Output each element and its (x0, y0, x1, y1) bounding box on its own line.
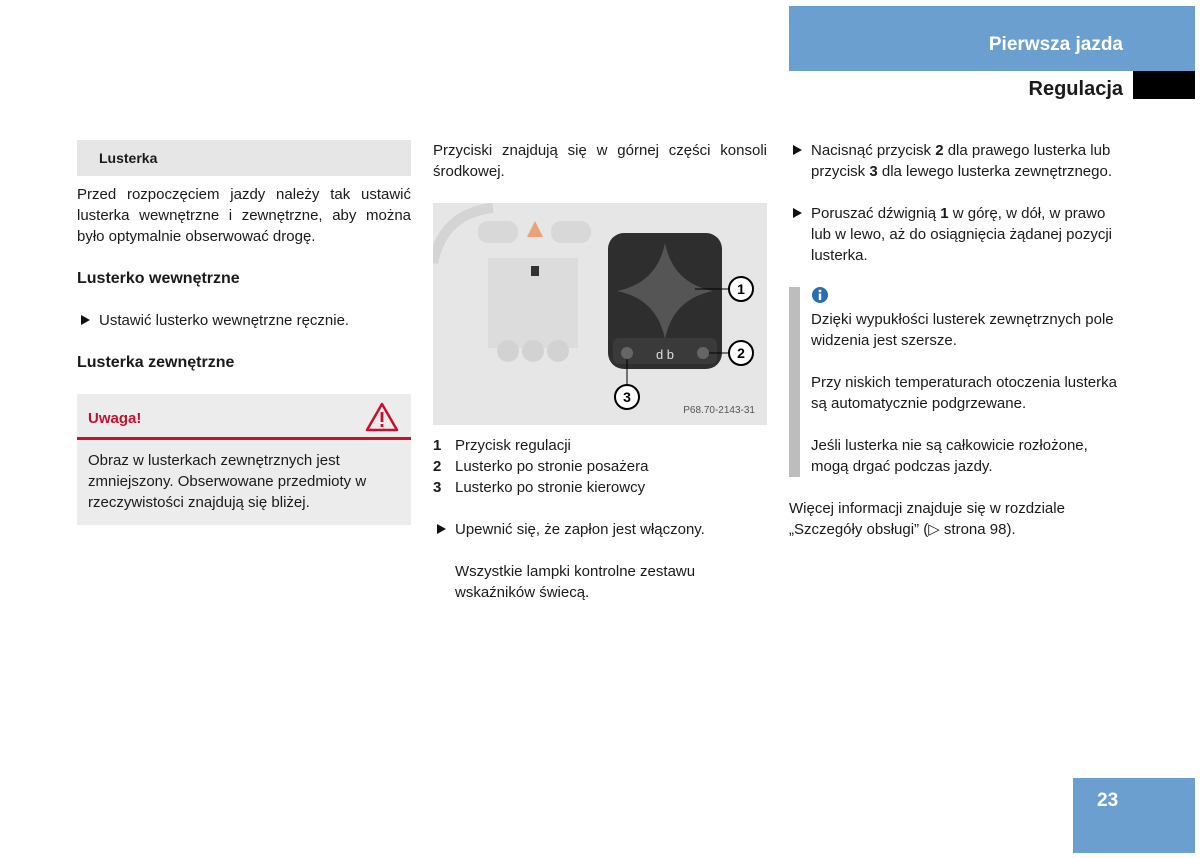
dashboard-illustration (433, 203, 767, 425)
warning-title: Uwaga! (88, 410, 142, 427)
column-left (77, 140, 411, 525)
legend (433, 435, 767, 498)
heading-outer-mirror: Lusterka zewnętrzne (77, 354, 235, 371)
subsection-title: Regulacja (1028, 78, 1123, 100)
svg-text:1: 1 (737, 281, 745, 297)
legend-item: 3 Lusterko po stronie kierowcy (433, 479, 646, 496)
info-text: Dzięki wypukłości lusterek zewnętrznych pole widzenia jest szersze. (811, 311, 1114, 349)
column-right (789, 140, 1123, 561)
warning-triangle-icon (365, 402, 399, 432)
intro-text: Przyciski znajdują się w górnej części konsoli środkowej. (433, 142, 767, 180)
info-text: Jeśli lusterka nie są całkowicie rozłożone, mogą drgać podczas jazdy. (811, 437, 1088, 475)
step-inner: Ustawić lusterko wewnętrzne ręcznie. (77, 310, 411, 331)
mirror-switch-photo (433, 203, 767, 425)
callout-1 (729, 277, 753, 301)
section-header (789, 6, 1195, 71)
more-info-text: Więcej informacji znajduje się w rozdziale „Szczegóły obsługi” (▷ strona 98). (789, 500, 1065, 538)
callout-3 (615, 385, 639, 409)
page-number: 23 (1073, 778, 1195, 853)
column-middle (433, 140, 767, 624)
section-marker (1133, 71, 1195, 99)
info-icon (812, 287, 828, 303)
svg-text:d b: d b (655, 347, 675, 362)
note-lamps: Wszystkie lampki kontrolne zestawu wskaźników świecą. (455, 563, 696, 601)
intro-text: Przed rozpoczęciem jazdy należy tak ustawić lusterka wewnętrzne i zewnętrzne, aby można było optymalnie obserwować drogę. (77, 186, 411, 245)
photo-code: P68.70-2143-31 (683, 405, 755, 416)
box-title: Lusterka (77, 140, 411, 176)
legend-item: 1 Przycisk regulacji (433, 437, 571, 454)
svg-text:2: 2 (737, 345, 745, 361)
step-ignition: Upewnić się, że zapłon jest włączony. (433, 519, 767, 540)
section-title: Pierwsza jazda (988, 34, 1123, 55)
heading-inner-mirror: Lusterko wewnętrzne (77, 270, 240, 287)
callout-2 (729, 341, 753, 365)
info-text: Przy niskich temperaturach otoczenia lusterka są automatycznie podgrzewane. (811, 374, 1117, 412)
info-box (789, 287, 1123, 477)
warning-text: Obraz w lusterkach zewnętrznych jest zmniejszony. Obserwowane przedmioty w rzeczywistości znajdują się bliżej. (88, 452, 367, 511)
svg-text:3: 3 (623, 389, 631, 405)
step-select-mirror: Nacisnąć przycisk 2 dla prawego lusterka lub przycisk 3 dla lewego lusterka zewnętrznego. (789, 140, 1123, 182)
legend-item: 2 Lusterko po stronie posażera (433, 458, 649, 475)
warning-box (77, 394, 411, 525)
step-adjust-mirror: Poruszać dźwignią 1 w górę, w dół, w prawo lub w lewo, aż do osiągnięcia żądanej pozycji lusterka. (789, 203, 1123, 266)
